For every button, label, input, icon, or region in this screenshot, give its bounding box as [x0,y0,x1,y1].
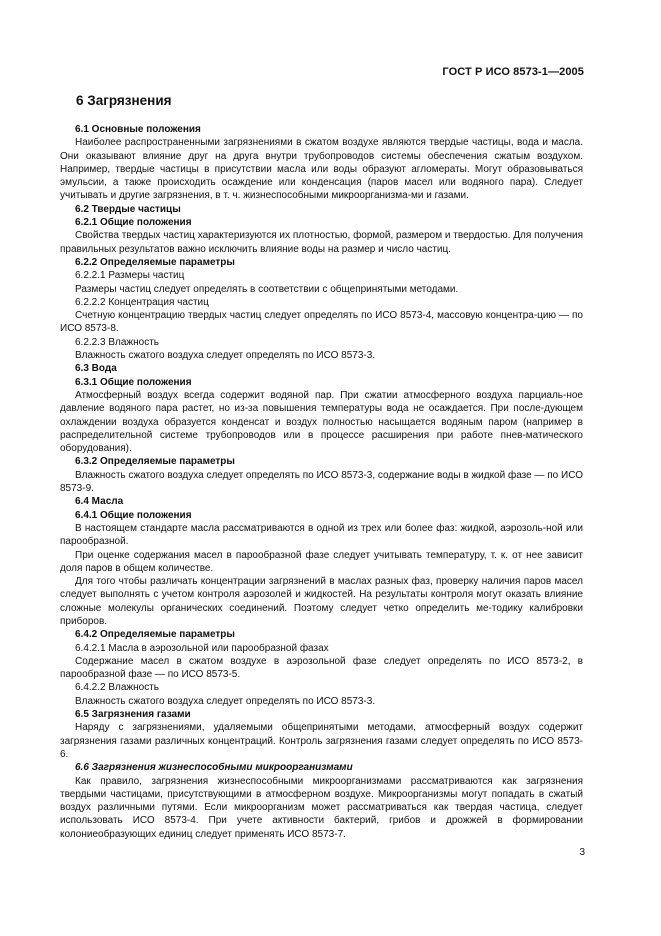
subsection-heading: 6.3.1 Общие положения [75,376,192,388]
subsection-heading: 6.4.2 Определяемые параметры [75,629,235,641]
standard-header: ГОСТ Р ИСО 8573-1—2005 [442,66,584,78]
subsection-heading: 6.2.2 Определяемые параметры [75,256,235,268]
body-paragraph: Наиболее распространенными загрязнениями в сжатом воздухе являются твердые частицы, вода и масла. Они оказывают влияние друг на друга внутри трубопроводов системы обеспечения сжатым воздухом. Например, твердые частицы в присутствии масла или воды образуют агломераты. Могут образовываться эмульсии, а также происходить осаждение или конденсация (паров масел или водяного пара). Следует учитывать и другие загрязнения, в т. ч. жизнеспособными микроорганизма-ми и газами. [60,137,583,202]
body-paragraph: Влажность сжатого воздуха следует определять по ИСО 8573-3, содержание воды в жидкой фазе — по ИСО 8573-9. [60,469,583,495]
body-paragraph: Свойства твердых частиц характеризуются их плотностью, формой, размером и твердостью. Для получения правильных результатов важно исключить влияние воды на размер и число частиц. [60,230,583,255]
subsection-heading: 6.4.2.2 Влажность [75,682,159,694]
subsection-heading: 6.4 Масла [75,496,124,508]
body-paragraph: Влажность сжатого воздуха следует определять по ИСО 8573-3. [75,350,376,362]
subsection-heading: 6.5 Загрязнения газами [75,709,191,721]
body-paragraph: Наряду с загрязнениями, удаляемыми общепринятыми методами, атмосферный воздух содержит загрязнения газами различных концентраций. Контроль загрязнения газами следует определять по ИСО 8573-6. [60,722,583,760]
subsection-heading: 6.2.2.2 Концентрация частиц [75,296,209,308]
body-paragraph: При оценке содержания масел в парообразной фазе следует учитывать температуру, т. к. от нее зависит доля паров в общем количестве. [60,549,583,574]
subsection-heading: 6.2.1 Общие положения [75,217,192,229]
section-body [60,123,583,841]
subsection-heading: 6.6 Загрязнения жизнеспособными микроорганизмами [75,762,353,774]
body-paragraph: Влажность сжатого воздуха следует определять по ИСО 8573-3. [75,695,376,707]
body-paragraph: Как правило, загрязнения жизнеспособными микроорганизмами рассматриваются как загрязнения твердыми частицами, присутствующими в атмосферном воздухе. Микроорганизмы могут попадать в сжатый воздух различными путями. Если микроорганизм может рассматриваться как твердая частица, следует использовать ИСО 8573-4. При учете активности бактерий, грибов и дрожжей в формировании колониеобразующих единиц следует применять ИСО 8573-7. [60,775,583,840]
section-title: 6 Загрязнения [76,93,172,108]
body-paragraph: Содержание масел в сжатом воздухе в аэрозольной фазе следует определять по ИСО 8573-2, в парообразной фазе — по ИСО 8573-5. [60,655,583,681]
subsection-heading: 6.2.2.3 Влажность [75,336,159,348]
subsection-heading: 6.4.1 Общие положения [75,509,192,521]
body-paragraph: Для того чтобы различать концентрации загрязнений в маслах разных фаз, проверку наличия паров масел следует выполнять с учетом контроля аэрозолей и жидкостей. На результаты контроля могут оказать влияние сложные молекулы органических соединений. Поэтому следует четко определить ме-тодику калибровки приборов. [60,576,583,627]
page-number: 3 [579,847,585,858]
subsection-heading: 6.3 Вода [75,363,117,375]
subsection-heading: 6.3.2 Определяемые параметры [75,456,235,468]
body-paragraph: Размеры частиц следует определять в соответствии с общепринятыми методами. [75,283,459,295]
subsection-heading: 6.1 Основные положения [75,124,201,135]
body-paragraph: Атмосферный воздух всегда содержит водяной пар. При сжатии атмосферного воздуха парциаль-ное давление водяного пара растет, но из-за повышения температуры вода не осаждается. При после-дующем охлаждении воздуха образуется конденсат и воздух полностью насыщается водяным паром (например в распределительной системе трубопроводов или в процессе расширения при работе пнев-матического оборудования). [60,389,583,455]
subsection-heading: 6.2 Твердые частицы [75,203,181,215]
subsection-heading: 6.4.2.1 Масла в аэрозольной или парообразной фазах [75,642,329,654]
subsection-heading: 6.2.2.1 Размеры частиц [75,270,185,282]
body-paragraph: В настоящем стандарте масла рассматриваются в одной из трех или более фаз: жидкой, аэрозоль-ной или парообразной. [60,522,583,548]
body-paragraph: Счетную концентрацию твердых частиц следует определять по ИСО 8573-4, массовую концентра-цию — по ИСО 8573-8. [60,310,583,335]
